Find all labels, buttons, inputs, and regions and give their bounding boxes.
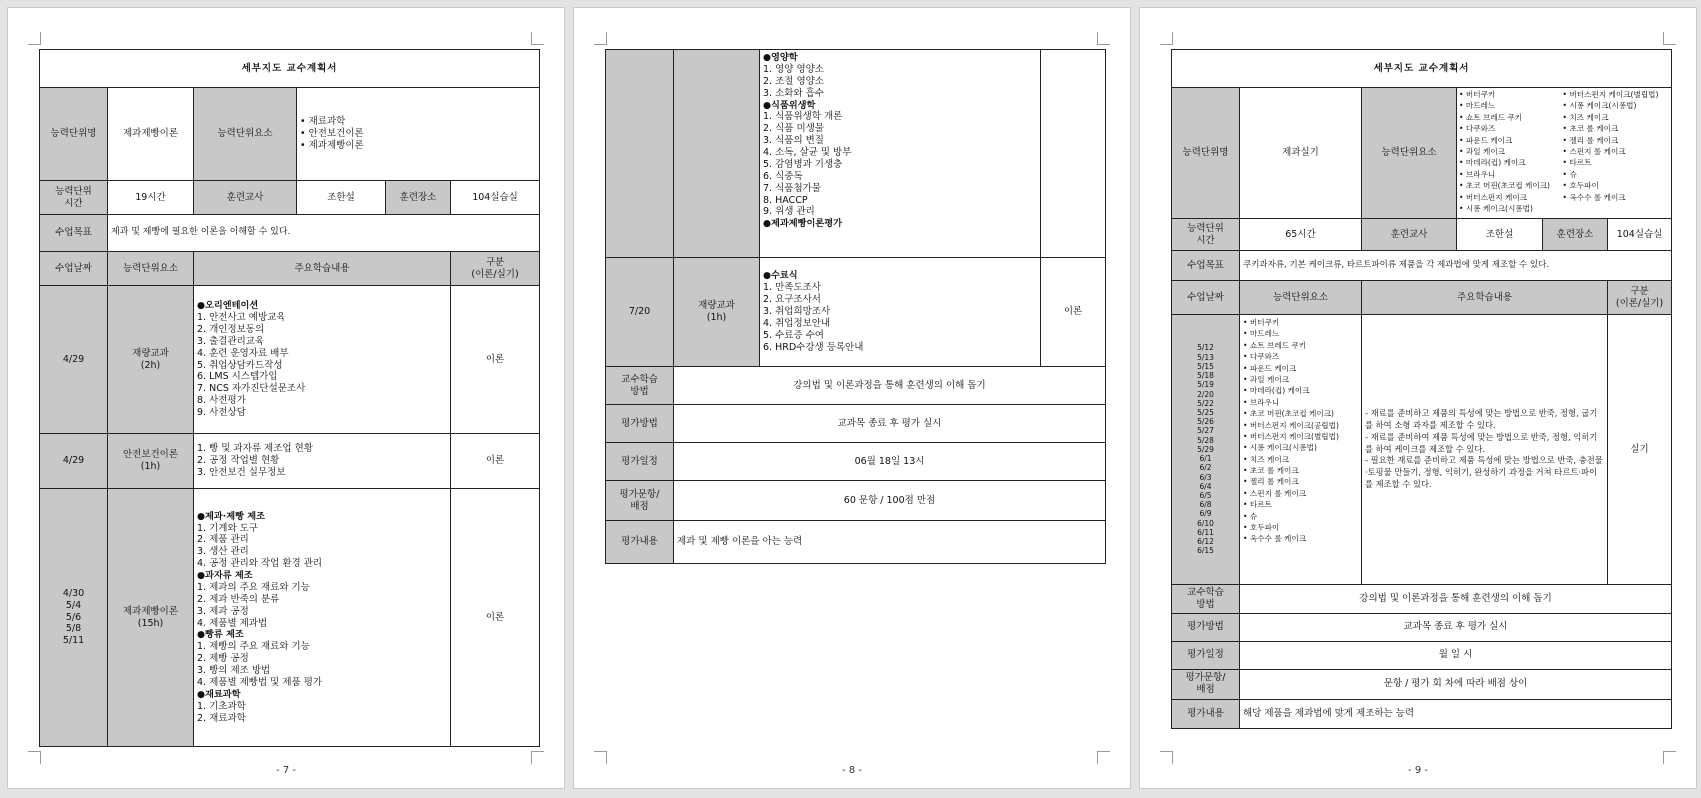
row-dates: 5/12 5/13 5/15 5/18 5/19 2/20 5/22 5/25 5/26 5/27 5/28 5/29 6/1 6/2 6/3 6/4 6/5 6/8 6/9 6/10 6/11 6/12 6/15 [1172, 315, 1240, 585]
list-line: 8. 사전평가 [197, 395, 246, 407]
unit-time-label: 능력단위 시간 [1172, 219, 1240, 251]
unit-name-value: 제과제빵이론 [108, 88, 194, 181]
crop-mark [28, 751, 41, 764]
row-kind: 이론 [451, 434, 540, 489]
list-line: 7. NCS 자가진단설문조사 [197, 383, 306, 395]
lesson-plan-table-continued [605, 49, 1106, 564]
unit-elements-label: 능력단위요소 [1362, 88, 1457, 219]
eval-date-value: 월 일 시 [1240, 641, 1672, 669]
list-line: 3. 제과 공정 [197, 605, 249, 617]
list-line: 3. 안전보건 실무정보 [197, 466, 286, 478]
row-content [194, 286, 451, 434]
row-content: - 재료를 준비하고 제품의 특성에 맞는 방법으로 반죽, 정형, 굽기를 하여 소형 과자를 제조할 수 있다. - 재료를 준비하여 제품 특성에 맞는 방법으로 반죽, 정형, 익히기를 하여 케이크를 제조할 수 있다. - 필요한 재료를 준비하고 제품 특성에 맞는 방법으로 반죽, 충전물·토핑물 만들기, 정형, 익히기, 완성하기 과정을 거쳐 타르트·파이를 제조할 수 있다. [1362, 315, 1608, 585]
list-line: 4. 제품별 제빵법 및 제품 평가 [197, 676, 323, 688]
row-element: 재량교과 (2h) [108, 286, 194, 434]
content-header: 주요학습내용 [194, 252, 451, 286]
list-line: 2. 제빵 공정 [197, 653, 249, 665]
row-kind [1041, 50, 1106, 258]
list-line: 1. 기초과학 [197, 700, 246, 712]
eval-content-value: 제과 및 제빵 이론을 아는 능력 [674, 521, 1106, 564]
element-item: • 초코 머핀(초코컵 케이크) [1459, 181, 1551, 191]
element-item: • 버터스펀지 케이크 [1459, 192, 1527, 202]
list-line: 8. HACCP [763, 194, 808, 206]
eval-count-label: 평가문항/ 배점 [1172, 669, 1240, 699]
elements-column-1 [1459, 89, 1563, 214]
section-heading: ●재료과학 [197, 688, 241, 700]
list-line: 2. 개인정보동의 [197, 323, 265, 335]
section-heading: ●식품위생학 [763, 99, 816, 111]
row-element [674, 50, 760, 258]
row-date: 4/29 [40, 286, 108, 434]
list-line: 4. 제품별 제과법 [197, 617, 268, 629]
eval-method-label: 평가방법 [606, 405, 674, 443]
unit-elements-label: 능력단위요소 [194, 88, 297, 181]
element-item: • 쇼트 브레드 쿠키 [1459, 112, 1523, 122]
row-element: 제과제빵이론 (15h) [108, 489, 194, 747]
element-item: • 옥수수 롤 케이크 [1562, 192, 1626, 202]
list-line: 1. 제빵의 주요 재료와 기능 [197, 641, 310, 653]
list-line: 3. 취업희망조사 [763, 306, 831, 318]
eval-count-value: 60 문항 / 100점 만점 [674, 481, 1106, 521]
place-label: 훈련장소 [1543, 219, 1608, 251]
row-element: 안전보건이론 (1h) [108, 434, 194, 489]
list-line: 4. 공정 관리와 작업 환경 관리 [197, 558, 323, 570]
list-line: 3. 식품의 변질 [763, 135, 824, 147]
element-item: • 파운드 케이크 [1459, 135, 1513, 145]
unit-name-label: 능력단위명 [1172, 88, 1240, 219]
goal-label: 수업목표 [40, 215, 108, 252]
table-row [40, 489, 540, 747]
crop-mark [1663, 751, 1676, 764]
place-value: 104실습실 [1608, 219, 1672, 251]
row-content [760, 50, 1041, 258]
section-heading: ●수료식 [763, 270, 798, 282]
method-value: 강의법 및 이론과정을 통해 훈련생의 이해 돕기 [1240, 585, 1672, 614]
list-line: 2. 재료과학 [197, 712, 246, 724]
eval-method-label: 평가방법 [1172, 613, 1240, 641]
crop-mark [531, 751, 544, 764]
teacher-value: 조한설 [297, 181, 386, 215]
place-value: 104실습실 [451, 181, 540, 215]
unit-elements-value [1457, 88, 1672, 219]
list-line: 5. 감염병과 기생충 [763, 158, 843, 170]
teacher-label: 훈련교사 [194, 181, 297, 215]
list-line: 7. 식품첨가물 [763, 182, 821, 194]
elements-column-2 [1563, 89, 1670, 214]
list-line: 1. 만족도조사 [763, 282, 821, 294]
element-item: • 젤리 롤 케이크 [1562, 135, 1619, 145]
row-date [606, 50, 674, 258]
method-label: 교수학습 방법 [1172, 585, 1240, 614]
element-item: • 시퐁 케이크(시퐁법) [1459, 203, 1533, 213]
row-date: 4/29 [40, 434, 108, 489]
list-line: 6. 식중독 [763, 170, 803, 182]
list-line: 1. 기계와 도구 [197, 522, 258, 534]
list-line: 2. 공정 작업별 현황 [197, 455, 280, 467]
element-item: • 마데라(컵) 케이크 [1459, 158, 1526, 168]
list-line: 1. 제과의 주요 재료와 기능 [197, 581, 310, 593]
section-heading: ●오리엔테이션 [197, 300, 259, 312]
row-content [760, 258, 1041, 367]
eval-method-value: 교과목 종료 후 평가 실시 [674, 405, 1106, 443]
list-line: 2. 제과 반죽의 분류 [197, 593, 280, 605]
list-line: 2. 조절 영양소 [763, 75, 824, 87]
lesson-plan-table [1171, 49, 1672, 729]
row-content [194, 434, 451, 489]
crop-mark [531, 32, 544, 45]
element-item: • 브라우니 [1459, 169, 1496, 179]
page-7 [7, 7, 565, 789]
kind-header: 구분 (이론/실기) [451, 252, 540, 286]
row-kind: 이론 [1041, 258, 1106, 367]
element-header: 능력단위요소 [108, 252, 194, 286]
element-item: • 타르트 [1562, 158, 1592, 168]
crop-mark [1160, 32, 1173, 45]
list-line: 1. 식품위생학 개론 [763, 111, 843, 123]
section-heading: ●제과제빵이론평가 [763, 218, 843, 230]
row-kind: 이론 [451, 286, 540, 434]
section-heading: ●과자류 제조 [197, 570, 253, 581]
table-row [40, 286, 540, 434]
list-line: 4. 훈련 운영자료 배부 [197, 347, 289, 359]
element-item: • 시퐁 케이크(시퐁법) [1562, 101, 1637, 111]
row-element: 재량교과 (1h) [674, 258, 760, 367]
list-line: 3. 출결관리교육 [197, 335, 265, 347]
section-heading: ●빵류 제조 [197, 629, 244, 641]
table-row [606, 50, 1106, 258]
element-item: • 초코 롤 케이크 [1562, 124, 1619, 134]
unit-time-label: 능력단위 시간 [40, 181, 108, 215]
kind-header: 구분 (이론/실기) [1608, 281, 1672, 315]
row-kind: 실기 [1608, 315, 1672, 585]
eval-content-value: 해당 제품을 제과법에 맞게 제조하는 능력 [1240, 699, 1672, 728]
crop-mark [1160, 751, 1173, 764]
element-header: 능력단위요소 [1240, 281, 1362, 315]
content-header: 주요학습내용 [1362, 281, 1608, 315]
page-number: - 9 - [1408, 765, 1428, 776]
section-heading: ●영양학 [763, 52, 798, 63]
list-line: 2. 요구조사서 [763, 294, 821, 306]
eval-count-value: 문항 / 평가 회 차에 따라 배점 상이 [1240, 669, 1672, 699]
document-title: 세부지도 교수계획서 [1172, 50, 1672, 88]
list-line: 5. 수료증 수여 [763, 329, 824, 341]
element-item: • 마드레느 [1459, 101, 1496, 111]
teacher-label: 훈련교사 [1362, 219, 1457, 251]
unit-time-value: 65시간 [1240, 219, 1362, 251]
list-line: 1. 빵 및 과자류 제조업 현황 [197, 443, 313, 455]
crop-mark [1097, 32, 1110, 45]
list-line: 9. 사전상담 [197, 407, 246, 418]
document-title: 세부지도 교수계획서 [40, 50, 540, 88]
page-9 [1139, 7, 1697, 789]
list-line: 1. 안전사고 예방교육 [197, 312, 286, 323]
list-line: 2. 식품 미생물 [763, 123, 824, 135]
date-header: 수업날짜 [40, 252, 108, 286]
lesson-plan-table [39, 49, 540, 747]
unit-name-value: 제과실기 [1240, 88, 1362, 219]
list-line: • 제과제빵이론 [300, 139, 364, 151]
list-line: 4. 소독, 살균 및 방부 [763, 147, 852, 158]
crop-mark [1663, 32, 1676, 45]
list-line: 6. LMS 시스템가입 [197, 371, 278, 383]
element-item: • 버터쿠키 [1459, 90, 1496, 99]
page-number: - 8 - [842, 765, 862, 776]
list-line: • 재료과학 [300, 116, 346, 128]
crop-mark [28, 32, 41, 45]
list-line: 4. 취업정보안내 [763, 317, 831, 329]
row-element: • 버터쿠키 • 마드레느 • 쇼트 브레드 쿠키 • 다쿠와즈 • 파운드 케이크 • 과일 케이크 • 마데라(컵) 케이크 • 브라우니 • 초코 머핀(초코컵 케이크) • 버터스펀지 케이크(공립법) • 버터스펀지 케이크(별립법) • 시퐁 케이크(시퐁법) • 치즈 케이크 • 초코 롤 케이크 • 젤리 롤 케이크 • 스펀지 롤 케이크 • 타르트 • 슈 • 호두파이 • 옥수수 롤 케이크 [1240, 315, 1362, 585]
eval-date-value: 06월 18일 13시 [674, 443, 1106, 481]
list-line: 5. 취업상담카드작성 [197, 359, 283, 371]
eval-date-label: 평가일정 [1172, 641, 1240, 669]
goal-label: 수업목표 [1172, 251, 1240, 281]
eval-method-value: 교과목 종료 후 평가 실시 [1240, 613, 1672, 641]
unit-time-value: 19시간 [108, 181, 194, 215]
element-item: • 버터스펀지 케이크(별립법) [1562, 90, 1659, 99]
element-item: • 치즈 케이크 [1562, 112, 1609, 122]
list-line: 3. 소화와 흡수 [763, 87, 824, 99]
element-item: • 다쿠와즈 [1459, 124, 1496, 134]
table-row [606, 258, 1106, 367]
method-value: 강의법 및 이론과정을 통해 훈련생의 이해 돕기 [674, 367, 1106, 405]
list-line: 9. 위생 관리 [763, 206, 815, 218]
crop-mark [594, 32, 607, 45]
date-header: 수업날짜 [1172, 281, 1240, 315]
eval-content-label: 평가내용 [1172, 699, 1240, 728]
section-heading: ●제과·제빵 제조 [197, 510, 265, 522]
place-label: 훈련장소 [386, 181, 451, 215]
row-kind: 이론 [451, 489, 540, 747]
list-line: 3. 빵의 제조 방법 [197, 665, 271, 676]
list-line: 1. 영양 영양소 [763, 63, 824, 75]
crop-mark [594, 751, 607, 764]
eval-count-label: 평가문항/ 배점 [606, 481, 674, 521]
unit-elements-value [297, 88, 540, 181]
unit-name-label: 능력단위명 [40, 88, 108, 181]
element-item: • 스펀지 롤 케이크 [1562, 146, 1626, 156]
eval-date-label: 평가일정 [606, 443, 674, 481]
row-date: 7/20 [606, 258, 674, 367]
element-item: • 과일 케이크 [1459, 146, 1505, 156]
list-line: 6. HRD수강생 등록안내 [763, 341, 864, 353]
method-label: 교수학습 방법 [606, 367, 674, 405]
eval-content-label: 평가내용 [606, 521, 674, 564]
goal-value: 제과 및 제빵에 필요한 이론을 이해할 수 있다. [108, 215, 540, 252]
list-line: 2. 제품 관리 [197, 534, 249, 546]
crop-mark [1097, 751, 1110, 764]
list-line: 3. 생산 관리 [197, 546, 249, 558]
list-line: • 안전보건이론 [300, 128, 364, 140]
page-8 [573, 7, 1131, 789]
teacher-value: 조한설 [1457, 219, 1543, 251]
page-number: - 7 - [276, 765, 296, 776]
element-item: • 호두파이 [1562, 181, 1599, 191]
row-content [194, 489, 451, 747]
table-row [1172, 315, 1672, 585]
table-row [40, 434, 540, 489]
element-item: • 슈 [1562, 169, 1577, 179]
row-date: 4/30 5/4 5/6 5/8 5/11 [40, 489, 108, 747]
goal-value: 쿠키과자류, 기본 케이크류, 타르트파이류 제품을 각 제과법에 맞게 제조할 수 있다. [1240, 251, 1672, 281]
